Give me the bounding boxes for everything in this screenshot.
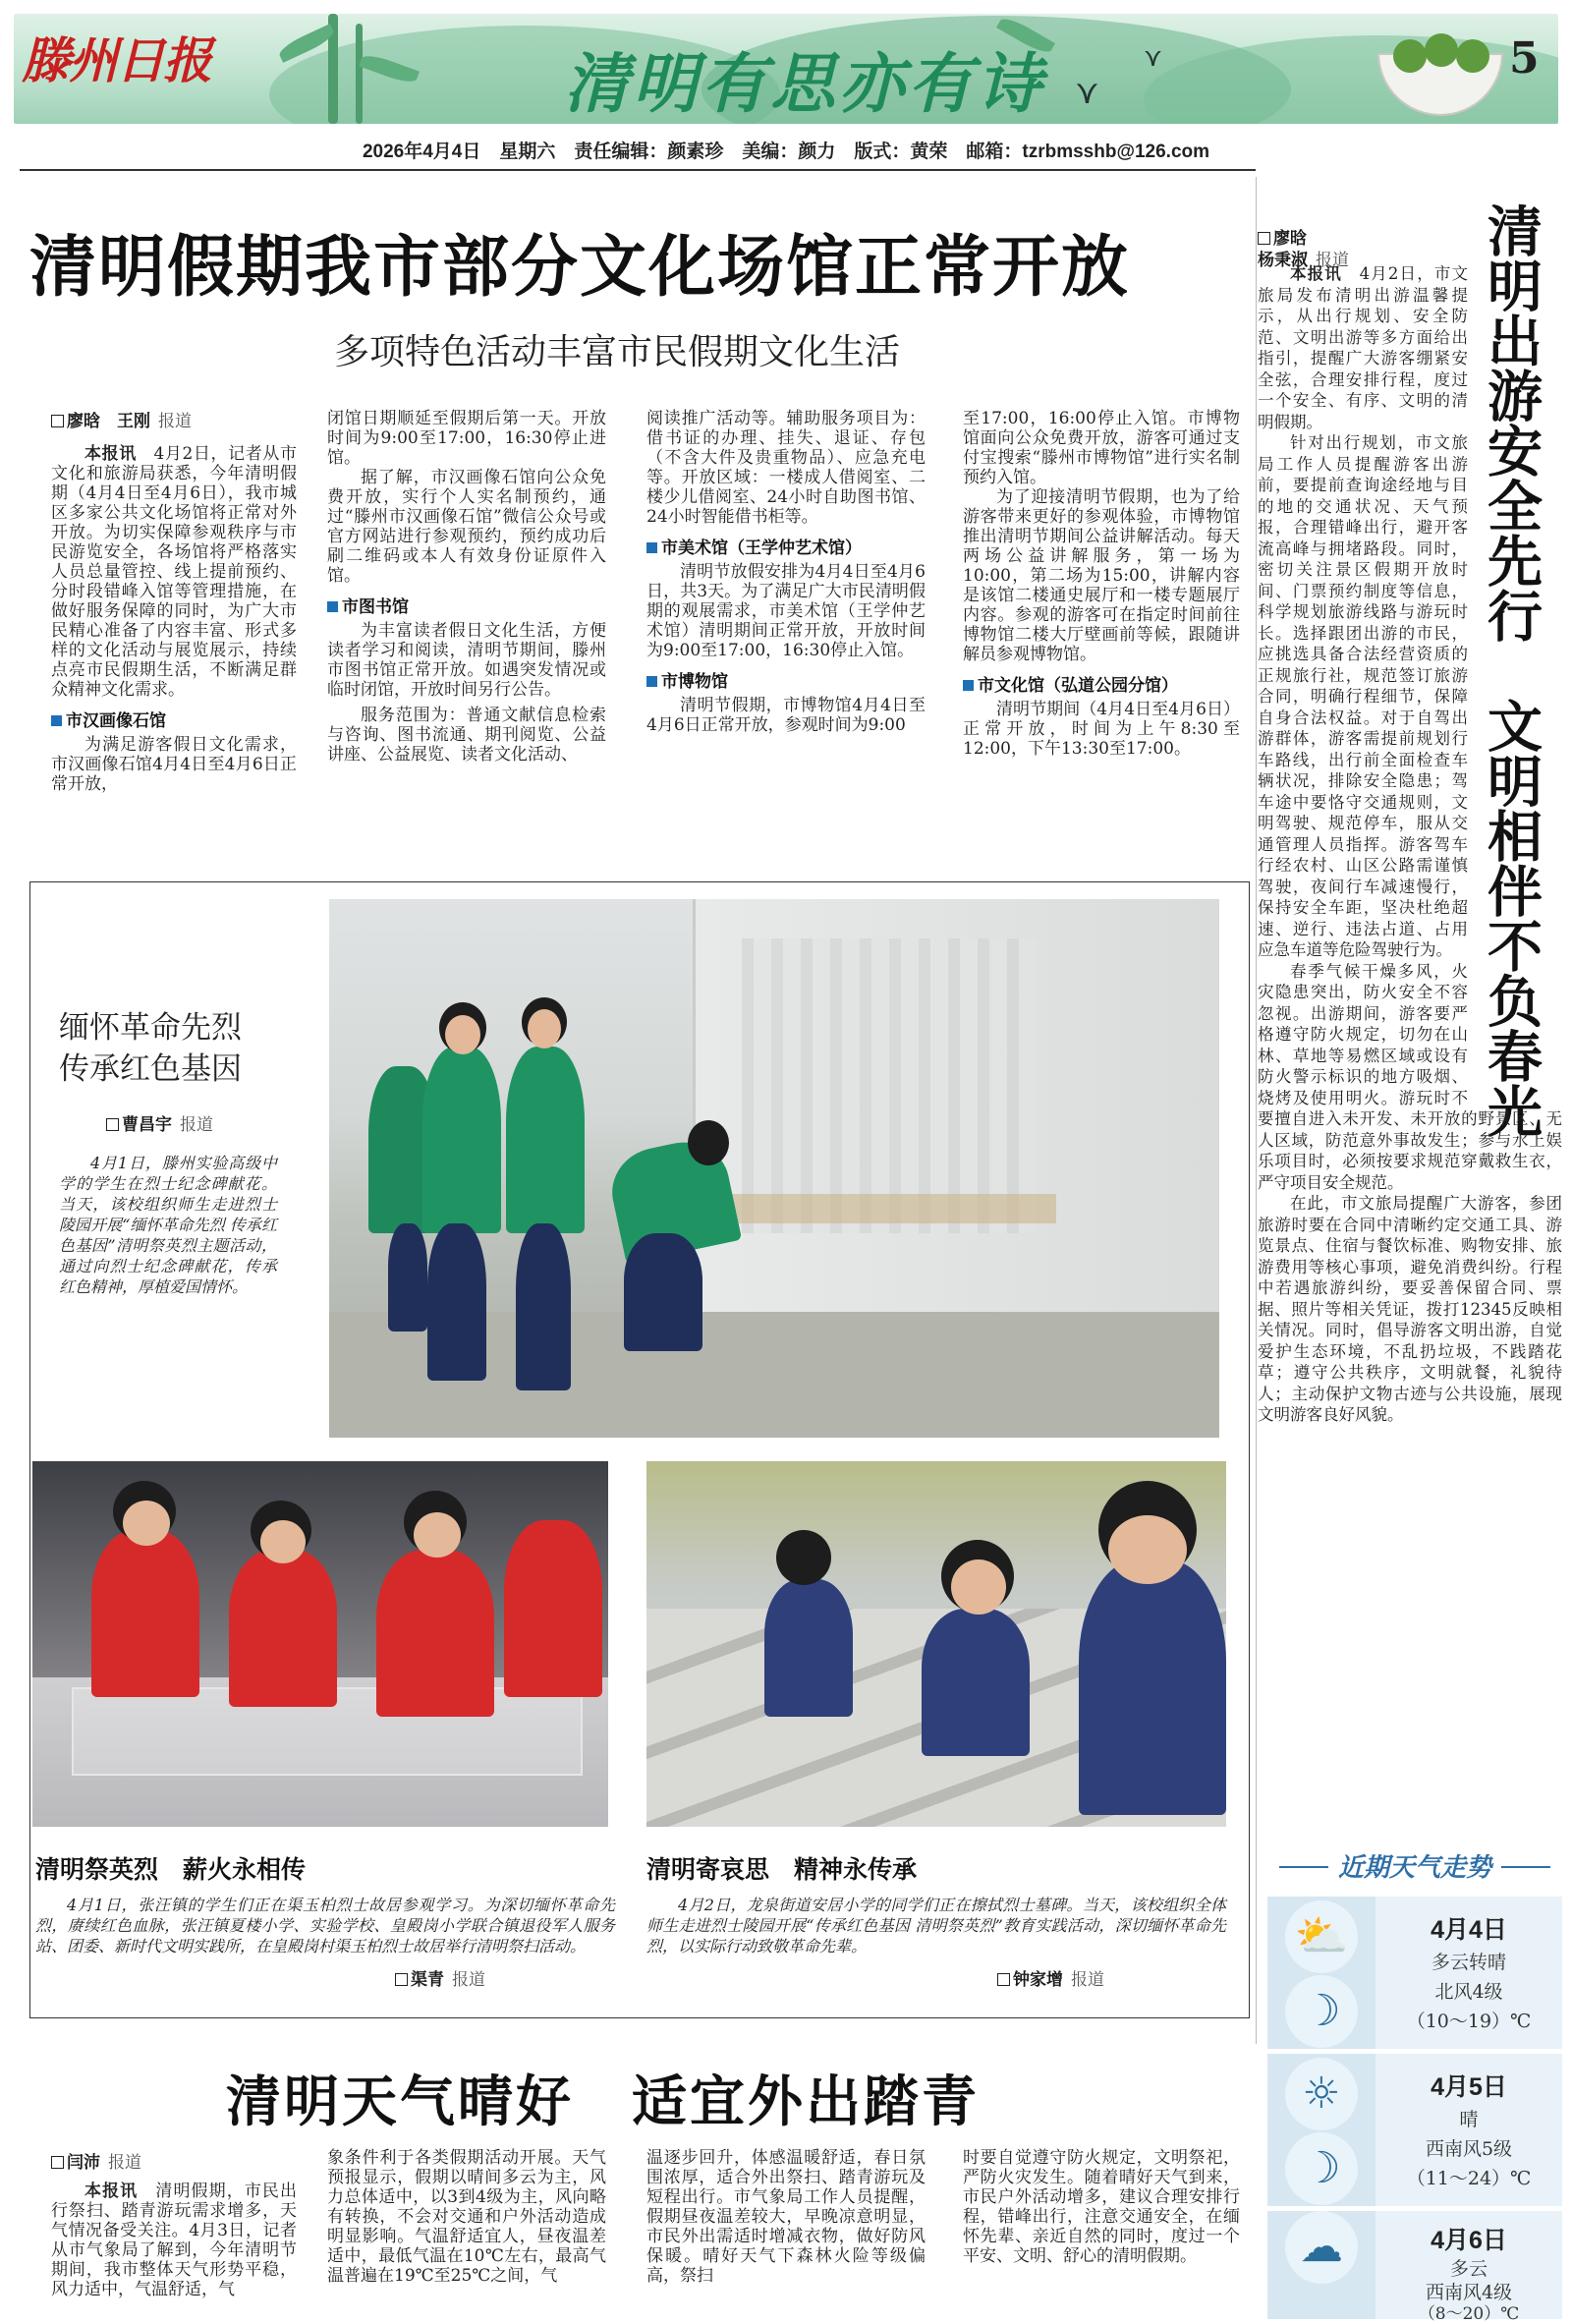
bottom-column-2	[327, 2148, 606, 2319]
article-text: 据了解，市汉画像石馆向公众免费开放，实行个人实名制预约，通过“滕州市汉画像石馆”微信公众号或官方网站进行参观预约，预约成功后刷二维码或本人有效身份证原件入馆。	[327, 468, 606, 586]
article-text: 清明节假期，市博物馆4月4日至4月6日正常开放，参观时间为9:00	[646, 696, 926, 735]
byline-report: 报道	[1316, 251, 1349, 269]
byline-report: 报道	[108, 2153, 141, 2172]
section-heading: 市美术馆（王学仲艺术馆）	[646, 538, 926, 558]
byline-authors: 曹昌宇	[122, 1115, 172, 1134]
byline-report: 报道	[158, 412, 192, 430]
issue-info-line: 2026年4月4日 星期六 责任编辑：颜素珍 美编：颜力 版式：黄荣 邮箱：tzrbmsshb@126.com	[362, 142, 1210, 162]
article-text: 清明节期间（4月4日至4月6日）正常开放，时间为上午8:30至12:00，下午13:30至17:00。	[963, 700, 1240, 759]
photo-feature-title	[59, 1007, 242, 1090]
bottom-column-3	[646, 2148, 926, 2319]
weather-card	[1267, 1897, 1562, 2049]
article-text: 服务范围为：普通文献信息检索与咨询、图书流通、期刊阅览、公益讲座、公益展览、读者文化活动、	[327, 706, 606, 765]
article-text: 春季气候干燥多风，火灾隐患突出，防火安全不容忽视。出游期间，游客要严格遵守防火规定，切勿在山林、草地等易燃区域或设有防火警示标识的地方吸烟、烧烤及使用明火。游玩时不要擅自进入未开发、未开放的野景区、无人区域，防范意外事故发生；参与水上娱乐项目时，必须按要求规范穿戴救生衣，严守项目安全规范。	[1258, 961, 1562, 1192]
byline	[395, 1965, 485, 1990]
article-text: 清明假期，市民出行祭扫、踏青游玩需求增多，天气情况备受关注。4月3日，记者从市气象局了解到，今年清明节期间，我市整体天气形势平稳，风力适中，气温舒适，气	[51, 2182, 297, 2299]
weather-wind: 北风4级	[1434, 1981, 1503, 2003]
photo-students-exhibit	[32, 1461, 608, 1827]
weather-card	[1267, 2054, 1562, 2206]
weather-condition: 多云转晴	[1431, 1952, 1506, 1973]
moon-icon: ☽	[1285, 2132, 1358, 2205]
weather-date: 4月6日	[1431, 2227, 1507, 2254]
byline-authors: 廖晗 王刚	[67, 412, 150, 430]
lead-tag: 本报讯	[84, 2182, 156, 2201]
right-article-column	[1258, 263, 1562, 1426]
byline	[997, 1965, 1104, 1990]
byline-box-icon	[395, 1973, 408, 1986]
lead-tag: 本报讯	[1290, 264, 1360, 283]
article-text: 时要自觉遵守防火规定，文明祭祀，严防火灾发生。随着晴好天气到来，市民户外活动增多，建议合理安排行程，错峰出行，注意交通安全，在缅怀先辈、亲近自然的同时，度过一个平安、文明、舒心的清明假期。	[963, 2148, 1240, 2266]
sun-icon: ☼	[1285, 2058, 1358, 2130]
photo-feature-title-line: 缅怀革命先烈	[59, 1010, 242, 1046]
byline-authors: 闫沛	[67, 2153, 100, 2172]
page-number: 5	[1509, 33, 1540, 84]
swallow-icon: ⋎	[1144, 43, 1163, 73]
byline-report: 报道	[452, 1970, 485, 1989]
main-subheadline: 多项特色活动丰富市民假期文化生活	[334, 332, 901, 372]
article-column-3	[646, 409, 926, 735]
bottom-headline: 清明天气晴好 适宜外出踏青	[226, 2069, 980, 2134]
byline	[51, 2148, 141, 2173]
main-headline: 清明假期我市部分文化场馆正常开放	[29, 230, 1131, 305]
cloud-icon: ☁	[1285, 2211, 1358, 2284]
photo-caption-text: 4月1日，滕州实验高级中学的学生在烈士纪念碑献花。当天，该校组织师生走进烈士陵园开展“缅怀革命先烈 传承红色基因”清明祭英烈主题活动，通过向烈士纪念碑献花，传承红色精神，厚植爱国情怀。	[59, 1154, 277, 1296]
article-text: 为丰富读者假日文化生活，方便读者学习和阅读，清明节期间，滕州市图书馆正常开放。如遇突发情况或临时闭馆，开放时间另行公告。	[327, 621, 606, 700]
weather-temperature: （11～24）℃	[1406, 2168, 1532, 2189]
right-headline: 清明出游安全先行 文明相伴不负春光	[1481, 202, 1543, 1138]
article-text: 在此，市文旅局提醒广大游客，参团旅游时要在合同中清晰约定交通工具、游览景点、住宿与餐饮标准、购物安排、旅游费用等核心事项，避免消费纠纷。行程中若遇旅游纠纷，要妥善保留合同、票据、照片等相关凭证，拨打12345反映相关情况。同时，倡导游客文明出游，自觉爱护生态环境，不乱扔垃圾，不践踏花草；遵守公共秩序，文明就餐，礼貌待人；主动保护文物古迹与公共设施，展现文明游客良好风貌。	[1258, 1194, 1562, 1424]
bamboo-decoration	[356, 24, 363, 124]
bottom-column-1	[51, 2182, 297, 2319]
byline-box-icon	[51, 415, 64, 427]
byline-authors: 廖晗 杨秉淑	[1258, 229, 1308, 269]
byline-authors: 钟家增	[1013, 1970, 1063, 1989]
photo-students-tombstones	[646, 1461, 1226, 1827]
masthead-logo: 滕州日报	[22, 31, 210, 89]
photo-caption-text: 4月2日，龙泉街道安居小学的同学们正在擦拭烈士墓碑。当天，该校组织全体师生走进烈士陵园开展“传承红色基因 清明祭英烈”教育实践活动，深切缅怀革命先烈，以实际行动致敬革命先辈。	[646, 1896, 1226, 1956]
byline-box-icon	[997, 1973, 1010, 1986]
header-banner	[14, 14, 1558, 124]
weather-date: 4月4日	[1431, 1916, 1507, 1944]
byline-box-icon	[51, 2156, 64, 2169]
section-heading: 市汉画像石馆	[51, 711, 297, 731]
byline	[106, 1110, 213, 1135]
weather-title: 近期天气走势	[1267, 1847, 1562, 1884]
section-heading: 市文化馆（弘道公园分馆）	[963, 676, 1240, 696]
divider	[1256, 177, 1257, 2044]
article-text: 为满足游客假日文化需求，市汉画像石馆4月4日至4月6日正常开放，	[51, 735, 297, 794]
article-text: 闭馆日期顺延至假期后第一天。开放时间为9:00至17:00，16:30停止进馆。	[327, 409, 606, 468]
article-text: 至17:00，16:00停止入馆。市博物馆面向公众免费开放，游客可通过支付宝搜索“滕州市博物馆”进行实名制预约入馆。	[963, 409, 1240, 487]
byline-report: 报道	[1071, 1970, 1104, 1989]
cloudy-sun-icon: ⛅	[1285, 1900, 1358, 1973]
weather-condition: 多云	[1449, 2258, 1488, 2280]
article-column-4	[963, 409, 1240, 759]
article-column-1	[51, 444, 297, 794]
divider	[20, 169, 1256, 171]
photo-students-memorial	[329, 899, 1219, 1438]
article-text: 4月2日，记者从市文化和旅游局获悉，今年清明假期（4月4日至4月6日），我市城区多家公共文化场馆将正常对外开放。为切实保障参观秩序与市民游览安全，各场馆将严格落实人员总量管控、线上提前预约、分时段错峰入馆等管理措施，在做好服务保障的同时，为广大市民精心准备了内容丰富、形式多样的文化活动与展览展示，持续点亮市民假期生活，不断满足群众精神文化需求。	[51, 444, 297, 700]
lead-tag: 本报讯	[84, 444, 154, 464]
weather-condition: 晴	[1459, 2109, 1479, 2130]
article-text: 温逐步回升，体感温暖舒适，春日氛围浓厚，适合外出祭扫、踏青游玩及短程出行。市气象局工作人员提醒，假期昼夜温差较大，早晚凉意明显，市民外出需适时增减衣物，做好防风保暖。晴好天气下森林火险等级偏高，祭扫	[646, 2148, 926, 2286]
weather-wind: 西南风5级	[1425, 2138, 1513, 2160]
byline-box-icon	[1258, 232, 1270, 245]
weather-temperature: （8～20）℃	[1418, 2304, 1520, 2324]
section-heading: 市博物馆	[646, 672, 926, 692]
weather-card	[1267, 2211, 1562, 2324]
byline-box-icon	[106, 1118, 119, 1131]
photo-caption-text: 4月1日，张汪镇的学生们正在渠玉柏烈士故居参观学习。为深切缅怀革命先烈，赓续红色血脉，张汪镇夏楼小学、实验学校、皇殿岗小学联合镇退役军人服务站、团委、新时代文明实践所，在皇殿岗村渠玉柏烈士故居举行清明祭扫活动。	[35, 1896, 615, 1956]
article-text: 为了迎接清明节假期，也为了给游客带来更好的参观体验，市博物馆推出清明节期间公益讲解活动。每天两场公益讲解服务，第一场为10:00，第二场为15:00，讲解内容是该馆二楼通史展厅和一楼专题展厅内容。参观的游客可在指定时间前往博物馆二楼大厅壁画前等候，跟随讲解员参观博物馆。	[963, 487, 1240, 664]
byline-report: 报道	[180, 1115, 213, 1134]
article-column-2	[327, 409, 606, 765]
banner-title: 清明有思亦有诗	[564, 45, 1045, 122]
weather-temperature: （10～19）℃	[1406, 2011, 1532, 2032]
photo-caption-title: 清明寄哀思 精神永传承	[646, 1856, 918, 1884]
article-text: 针对出行规划，市文旅局工作人员提醒游客出游前，要提前查询途经地与目的地的交通状况、天气预报，合理错峰出行，避开客流高峰与拥堵路段。同时，密切关注景区假期开放时间、门票预约制度等信息，科学规划旅游线路与游玩时长。选择跟团出游的市民，应挑选具备合法经营资质的正规旅行社，规范签订旅游合同，明确行程细节，保障自身合法权益。对于自驾出游群体，游客需提前规划行车路线，出行前全面检查车辆状况，排除安全隐患；驾车途中要恪守交通规则，文明驾驶、规范停车，服从交通管理人员指挥。游客驾车行经农村、山区公路需谨慎驾驶，夜间行车减速慢行，保持安全车距，坚决杜绝超速、逆行、违法占道、占用应急车道等危险驾驶行为。	[1258, 433, 1468, 959]
article-text: 清明节放假安排为4月4日至4月6日，共3天。为了满足广大市民清明假期的观展需求，市美术馆（王学仲艺术馆）清明期间正常开放，开放时间为9:00至17:00，16:30停止入馆。	[646, 562, 926, 660]
photo-caption-title: 清明祭英烈 薪火永相传	[35, 1856, 307, 1884]
article-text: 阅读推广活动等。辅助服务项目为：借书证的办理、挂失、退证、存包（不含大件及贵重物品）、应急充电等。开放区域：一楼成人借阅室、二楼少儿借阅室、24小时自助图书馆、24小时智能借书柜等。	[646, 409, 926, 527]
swallow-icon: ⋎	[1075, 73, 1099, 112]
section-heading: 市图书馆	[327, 597, 606, 617]
byline	[1258, 206, 1349, 271]
article-text: 4月2日，市文旅局发布清明出游温馨提示，从出行规划、安全防范、文明出游等多方面给出指引，提醒广大游客绷紧安全弦，合理安排行程，度过一个安全、有序、文明的清明假期。	[1258, 264, 1469, 431]
weather-wind: 西南风4级	[1425, 2282, 1513, 2303]
photo-feature-title-line: 传承红色基因	[59, 1051, 242, 1087]
article-text: 象条件利于各类假期活动开展。天气预报显示，假期以晴间多云为主，风力总体适中，以3到4级为主，风向略有转换，不会对交通和户外活动造成明显影响。气温舒适宜人，昼夜温差适中，最低气温在10℃左右，最高气温普遍在19℃至25℃之间，气	[327, 2148, 606, 2286]
moon-icon: ☽	[1285, 1975, 1358, 2048]
weather-date: 4月5日	[1431, 2073, 1507, 2101]
byline-authors: 渠青	[411, 1970, 444, 1989]
bottom-column-4	[963, 2148, 1240, 2319]
byline	[51, 407, 192, 431]
